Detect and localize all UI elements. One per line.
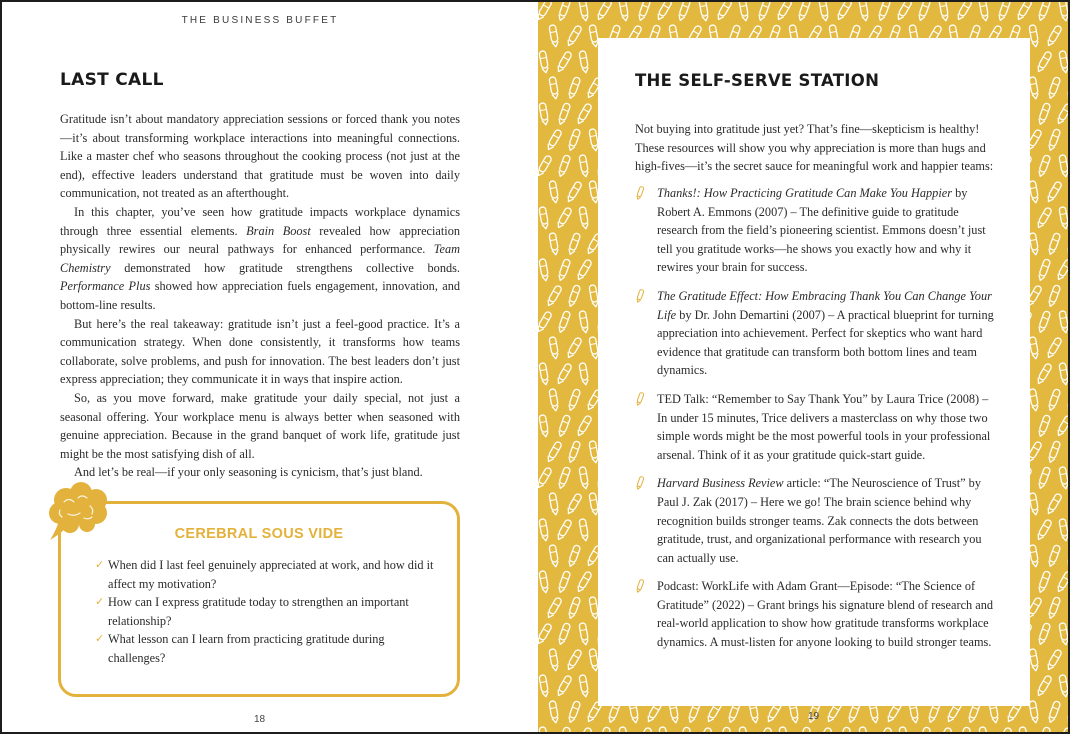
pen-pattern-mark	[756, 727, 773, 732]
pen-pattern-mark	[619, 2, 629, 21]
pen-pattern-mark	[539, 675, 549, 698]
pen-pattern-mark	[1029, 649, 1039, 672]
pen-pattern-mark	[549, 233, 559, 256]
pen-pattern-mark	[636, 727, 653, 732]
pen-pattern-mark	[579, 675, 589, 698]
pen-pattern-mark	[956, 2, 973, 21]
pen-pattern-mark	[1037, 467, 1051, 490]
pen-pattern-mark	[1056, 259, 1070, 281]
pen-pattern-mark	[557, 2, 571, 21]
pen-pattern-mark	[549, 493, 559, 516]
pen-pattern-mark	[1019, 727, 1029, 732]
pen-pattern-mark	[546, 441, 563, 463]
pen-pattern-mark	[739, 727, 749, 732]
pen-pattern-mark	[896, 2, 913, 21]
pen-pattern-mark	[576, 727, 593, 732]
section-title: LAST CALL	[60, 70, 164, 90]
pen-pattern-mark	[579, 519, 589, 542]
pen-pattern-mark	[557, 571, 571, 594]
pen-pattern-mark	[819, 2, 829, 21]
pen-pattern-mark	[1037, 2, 1051, 21]
running-head: THE BUSINESS BUFFET	[181, 15, 339, 26]
pen-pattern-mark	[699, 2, 709, 21]
pen-pattern-mark	[997, 2, 1011, 21]
right-page	[538, 2, 1070, 732]
body-text	[60, 110, 460, 482]
pen-pattern-mark	[957, 727, 971, 732]
pen-pattern-mark	[1059, 467, 1069, 490]
pen-pattern-mark	[567, 77, 581, 100]
pen-pattern-mark	[538, 623, 552, 645]
pen-bullet-icon	[635, 289, 645, 303]
pen-pattern-mark	[539, 727, 549, 732]
resource-item	[635, 577, 995, 651]
pen-pattern-mark	[1037, 155, 1051, 178]
pen-pattern-mark	[1047, 389, 1061, 412]
pen-pattern-mark	[579, 51, 589, 74]
pen-pattern-mark	[1059, 207, 1069, 230]
pen-pattern-mark	[549, 337, 559, 360]
brain-cloud-icon	[44, 480, 114, 542]
pen-pattern-mark	[619, 727, 629, 732]
pen-pattern-mark	[546, 129, 563, 151]
pen-pattern-mark	[557, 103, 571, 126]
page-number: 19	[808, 711, 820, 722]
checkmark-icon: ✓	[95, 632, 105, 646]
emphasis-brain-boost: Brain Boost	[246, 223, 311, 238]
pen-pattern-mark	[539, 415, 549, 438]
pen-pattern-mark	[567, 389, 581, 412]
pen-pattern-mark	[939, 2, 949, 21]
checkmark-icon: ✓	[95, 558, 105, 571]
pen-pattern-mark	[1059, 363, 1069, 386]
pen-pattern-mark	[556, 207, 573, 229]
pen-pattern-mark	[877, 2, 891, 21]
paragraph-2	[60, 203, 460, 315]
paragraph-1: Gratitude isn’t about mandatory appreciation sessions or forced thank you notes—it’s about transforming workplace interactions into meaningful connections. Like a master chef who seasons throughout the cooking process (not just at the end), effective leaders understand that gratitude must be woven into daily communication, not treated as an afterthought.	[60, 112, 460, 201]
pen-pattern-mark	[579, 155, 589, 178]
question-item	[97, 556, 437, 593]
pen-pattern-mark	[1059, 623, 1069, 646]
pen-pattern-mark	[549, 25, 559, 48]
pen-pattern-mark	[539, 207, 549, 230]
pen-pattern-mark	[1047, 285, 1061, 308]
pen-pattern-mark	[576, 103, 593, 125]
pen-pattern-mark	[797, 727, 811, 732]
pen-pattern-mark	[566, 337, 583, 359]
pen-bullet-icon	[635, 579, 645, 593]
pen-pattern-mark	[539, 103, 549, 126]
reflection-sidebar	[58, 501, 460, 697]
pen-pattern-mark	[1037, 571, 1051, 594]
pen-pattern-mark	[659, 727, 669, 732]
pen-pattern-mark	[579, 207, 589, 230]
pen-pattern-mark	[567, 129, 581, 152]
pen-pattern-mark	[917, 2, 931, 21]
pen-pattern-mark	[557, 467, 571, 490]
pen-pattern-mark	[539, 51, 549, 74]
pen-pattern-mark	[837, 727, 851, 732]
pen-pattern-mark	[1066, 545, 1070, 567]
pen-pattern-mark	[677, 727, 691, 732]
pen-pattern-mark	[1046, 493, 1063, 515]
resource-title: The Gratitude Effect: How Embracing Thank You Can Change Your Life	[657, 288, 992, 322]
pen-pattern-mark	[1036, 675, 1053, 697]
pen-pattern-mark	[876, 727, 893, 732]
question-item	[97, 593, 437, 630]
pen-pattern-mark	[566, 25, 583, 47]
pen-pattern-mark	[546, 597, 563, 619]
pen-pattern-mark	[1046, 337, 1063, 359]
pen-pattern-mark	[716, 2, 733, 21]
pen-pattern-mark	[1029, 25, 1039, 48]
pen-pattern-mark	[1037, 623, 1051, 646]
pen-pattern-mark	[1029, 233, 1039, 256]
pen-pattern-mark	[717, 727, 731, 732]
pen-pattern-mark	[556, 51, 573, 73]
pen-pattern-mark	[538, 155, 552, 177]
pen-pattern-mark	[557, 623, 571, 646]
page-number: 18	[254, 714, 266, 725]
pen-pattern-mark	[538, 2, 552, 21]
pen-pattern-mark	[597, 727, 611, 732]
pen-pattern-mark	[979, 2, 989, 21]
pen-pattern-mark	[1047, 701, 1061, 724]
pen-pattern-mark	[556, 363, 573, 385]
resource-item	[635, 474, 995, 567]
pen-pattern-mark	[576, 259, 593, 281]
pen-pattern-mark	[1037, 103, 1051, 126]
pen-pattern-mark	[567, 545, 581, 568]
pen-pattern-mark	[567, 285, 581, 308]
pen-pattern-mark	[936, 727, 953, 732]
pen-pattern-mark	[1056, 415, 1070, 437]
pen-pattern-mark	[549, 545, 559, 568]
pen-pattern-mark	[539, 519, 549, 542]
pen-pattern-mark	[1016, 2, 1033, 21]
pen-pattern-mark	[1047, 77, 1061, 100]
pen-pattern-mark	[596, 2, 613, 21]
pen-pattern-mark	[1047, 233, 1061, 256]
pen-pattern-mark	[539, 363, 549, 386]
resource-title: Thanks!: How Practicing Gratitude Can Make You Happier	[657, 186, 952, 200]
pen-pattern-mark	[996, 727, 1013, 732]
pen-pattern-mark	[567, 597, 581, 620]
resource-item	[635, 184, 995, 277]
pen-pattern-mark	[1037, 259, 1051, 282]
pen-pattern-mark	[1056, 103, 1070, 125]
pen-pattern-mark	[979, 727, 989, 732]
pen-pattern-mark	[538, 467, 552, 489]
pen-pattern-mark	[1059, 675, 1069, 698]
pen-pattern-mark	[1066, 77, 1070, 99]
pen-pattern-mark	[579, 467, 589, 490]
pen-pattern-mark	[557, 415, 571, 438]
pen-pattern-mark	[1029, 545, 1039, 568]
pen-pattern-mark	[899, 727, 909, 732]
pen-pattern-mark	[1029, 493, 1039, 516]
pen-pattern-mark	[1059, 311, 1069, 334]
pen-pattern-mark	[816, 727, 833, 732]
pen-pattern-mark	[1029, 181, 1039, 204]
pen-pattern-mark	[1029, 701, 1039, 724]
pen-pattern-mark	[576, 571, 593, 593]
pen-pattern-mark	[1046, 181, 1063, 203]
pen-pattern-mark	[549, 77, 559, 100]
pen-pattern-mark	[859, 727, 869, 732]
pen-pattern-mark	[539, 259, 549, 282]
pen-pattern-mark	[859, 2, 869, 21]
pen-pattern-mark	[1056, 571, 1070, 593]
question-text: When did I last feel genuinely appreciated at work, and how did it affect my motivation?	[108, 558, 434, 591]
sidebar-title: CEREBRAL SOUS VIDE	[174, 526, 344, 542]
pen-pattern-mark	[579, 2, 589, 21]
pen-pattern-mark	[1046, 649, 1063, 671]
resource-description: by Robert A. Emmons (2007) – The definitive guide to gratitude research from the field’s pioneering scientist. Emmons doesn’t just tell you gratitude works—he shows you exactly how and why it rewires your brain for success.	[657, 186, 986, 275]
pen-pattern-mark	[567, 701, 581, 724]
pen-pattern-mark	[566, 181, 583, 203]
pen-pattern-mark	[579, 311, 589, 334]
paragraph-5: And let’s be real—if your only seasoning is cynicism, that’s just bland.	[74, 465, 423, 480]
pen-pattern-mark	[1059, 2, 1069, 21]
pen-pattern-mark	[549, 649, 559, 672]
pen-pattern-mark	[1047, 545, 1061, 568]
resource-title: Harvard Business Review	[657, 476, 784, 491]
pen-bullet-icon	[635, 476, 645, 490]
pen-pattern-mark	[566, 649, 583, 671]
pen-pattern-mark	[1037, 311, 1051, 334]
pen-pattern-mark	[567, 441, 581, 464]
pen-pattern-mark	[1036, 207, 1053, 229]
intro-paragraph: Not buying into gratitude just yet? That’s fine—skepticism is healthy! These resources will show you why appreciation is more than hugs and high-fives—it’s the secret sauce for meaningful work and happier teams:	[635, 122, 994, 174]
pen-pattern-mark	[1029, 389, 1039, 412]
section-title: THE SELF-SERVE STATION	[635, 71, 880, 90]
pen-pattern-mark	[1066, 389, 1070, 411]
paragraph-4: So, as you move forward, make gratitude your daily special, not just a seasonal offering. Your workplace menu is always better when seasoned with genuine appreciation. Because in the grand banquet of work life, gratitude just might be the most satisfying dish of all.	[60, 390, 460, 461]
pen-pattern-mark	[1036, 51, 1053, 73]
pen-pattern-mark	[1036, 363, 1053, 385]
pen-pattern-mark	[1037, 727, 1051, 732]
pen-pattern-mark	[1029, 77, 1039, 100]
pen-pattern-mark	[1047, 597, 1061, 620]
pen-pattern-mark	[546, 285, 563, 307]
resource-item	[635, 390, 995, 464]
pen-pattern-mark	[1066, 701, 1070, 723]
pen-pattern-mark	[797, 2, 811, 21]
resource-panel	[598, 38, 1030, 706]
pen-pattern-mark	[1047, 129, 1061, 152]
question-text: How can I express gratitude today to strengthen an important relationship?	[108, 595, 409, 628]
pen-pattern-mark	[576, 415, 593, 437]
question-list	[97, 556, 437, 668]
pen-pattern-mark	[779, 727, 789, 732]
pen-pattern-mark	[549, 701, 559, 724]
pen-pattern-mark	[556, 675, 573, 697]
pen-pattern-mark	[1059, 51, 1069, 74]
pen-pattern-mark	[917, 727, 931, 732]
resource-list	[635, 184, 995, 662]
pen-pattern-mark	[538, 311, 552, 333]
text-run: showed how appreciation fuels engagement, innovation, and bottom-line results.	[60, 279, 460, 312]
resource-description: Podcast: WorkLife with Adam Grant—Episode: “The Science of Gratitude” (2022) – Grant brings his signature blend of research and real-world application to show how gratitude transforms workplace dynamics. A must-listen for anyone looking to build stronger teams.	[657, 579, 994, 650]
pen-pattern-mark	[567, 233, 581, 256]
pen-pattern-mark	[557, 311, 571, 334]
pen-pattern-mark	[1056, 727, 1070, 732]
pen-pattern-mark	[539, 571, 549, 594]
checkmark-icon: ✓	[95, 595, 105, 609]
pen-pattern-mark	[1029, 337, 1039, 360]
pen-bullet-icon	[635, 392, 645, 406]
paragraph-3: But here’s the real takeaway: gratitude isn’t just a feel-good practice. It’s a communication strategy. When done consistently, it transforms how teams collaborate, solve problems, and push for innovation. The best leaders don’t just express appreciation; they communicate it in ways that inspire action.	[60, 316, 460, 387]
pen-pattern-mark	[557, 155, 571, 178]
pen-pattern-mark	[696, 727, 713, 732]
pen-pattern-mark	[677, 2, 691, 21]
pen-pattern-mark	[1059, 519, 1069, 542]
pen-pattern-mark	[1046, 25, 1063, 47]
pen-pattern-mark	[776, 2, 793, 21]
pen-pattern-mark	[1036, 519, 1053, 541]
question-item	[97, 630, 437, 667]
pen-pattern-mark	[557, 727, 571, 732]
resource-description: TED Talk: “Remember to Say Thank You” by Laura Trice (2008) – In under 15 minutes, Trice delivers a masterclass on why those two simple words might be the most powerful tools in your professional arsenal. Think of it as your gratitude quick-start guide.	[657, 391, 991, 462]
resource-description: article: “The Neuroscience of Trust” by Paul J. Zak (2017) – Here we go! The brain science behind why recognition builds stronger teams. Zak connects the dots between gratitude, trust, and organizational performance with research you can actually use.	[657, 476, 982, 565]
pen-pattern-mark	[549, 389, 559, 412]
pen-pattern-mark	[1037, 415, 1051, 438]
pen-pattern-mark	[656, 2, 673, 21]
resource-description: by Dr. John Demartini (2007) – A practical blueprint for turning appreciation into achievement. Perfect for skeptics who want hard evidence that gratitude can transform both bottom lines and team dynamics.	[657, 307, 994, 378]
resource-item	[635, 287, 995, 380]
text-run: demonstrated how gratitude strengthens collective bonds.	[110, 260, 460, 275]
pen-bullet-icon	[635, 186, 645, 200]
pen-pattern-mark	[757, 2, 771, 21]
pen-pattern-mark	[549, 181, 559, 204]
pen-pattern-mark	[566, 493, 583, 515]
pen-pattern-mark	[1047, 441, 1061, 464]
pen-pattern-mark	[579, 363, 589, 386]
pen-pattern-mark	[556, 519, 573, 541]
emphasis-team-chemistry: Team Chemistry	[60, 242, 460, 275]
left-page	[2, 2, 538, 732]
pen-pattern-mark	[637, 2, 651, 21]
pen-pattern-mark	[579, 623, 589, 646]
pen-pattern-mark	[739, 2, 749, 21]
pen-pattern-mark	[1066, 233, 1070, 255]
pen-pattern-mark	[1059, 155, 1069, 178]
question-text: What lesson can I learn from practicing gratitude during challenges?	[108, 632, 385, 665]
pen-pattern-mark	[557, 259, 571, 282]
pen-pattern-mark	[836, 2, 853, 21]
text-run: revealed how appreciation physically rewires our neural pathways for enhanced performance.	[60, 223, 460, 257]
text-run: In this chapter, you’ve seen how gratitude impacts workplace dynamics through three essential elements.	[60, 204, 460, 238]
emphasis-performance-plus: Performance Plus	[60, 279, 151, 294]
